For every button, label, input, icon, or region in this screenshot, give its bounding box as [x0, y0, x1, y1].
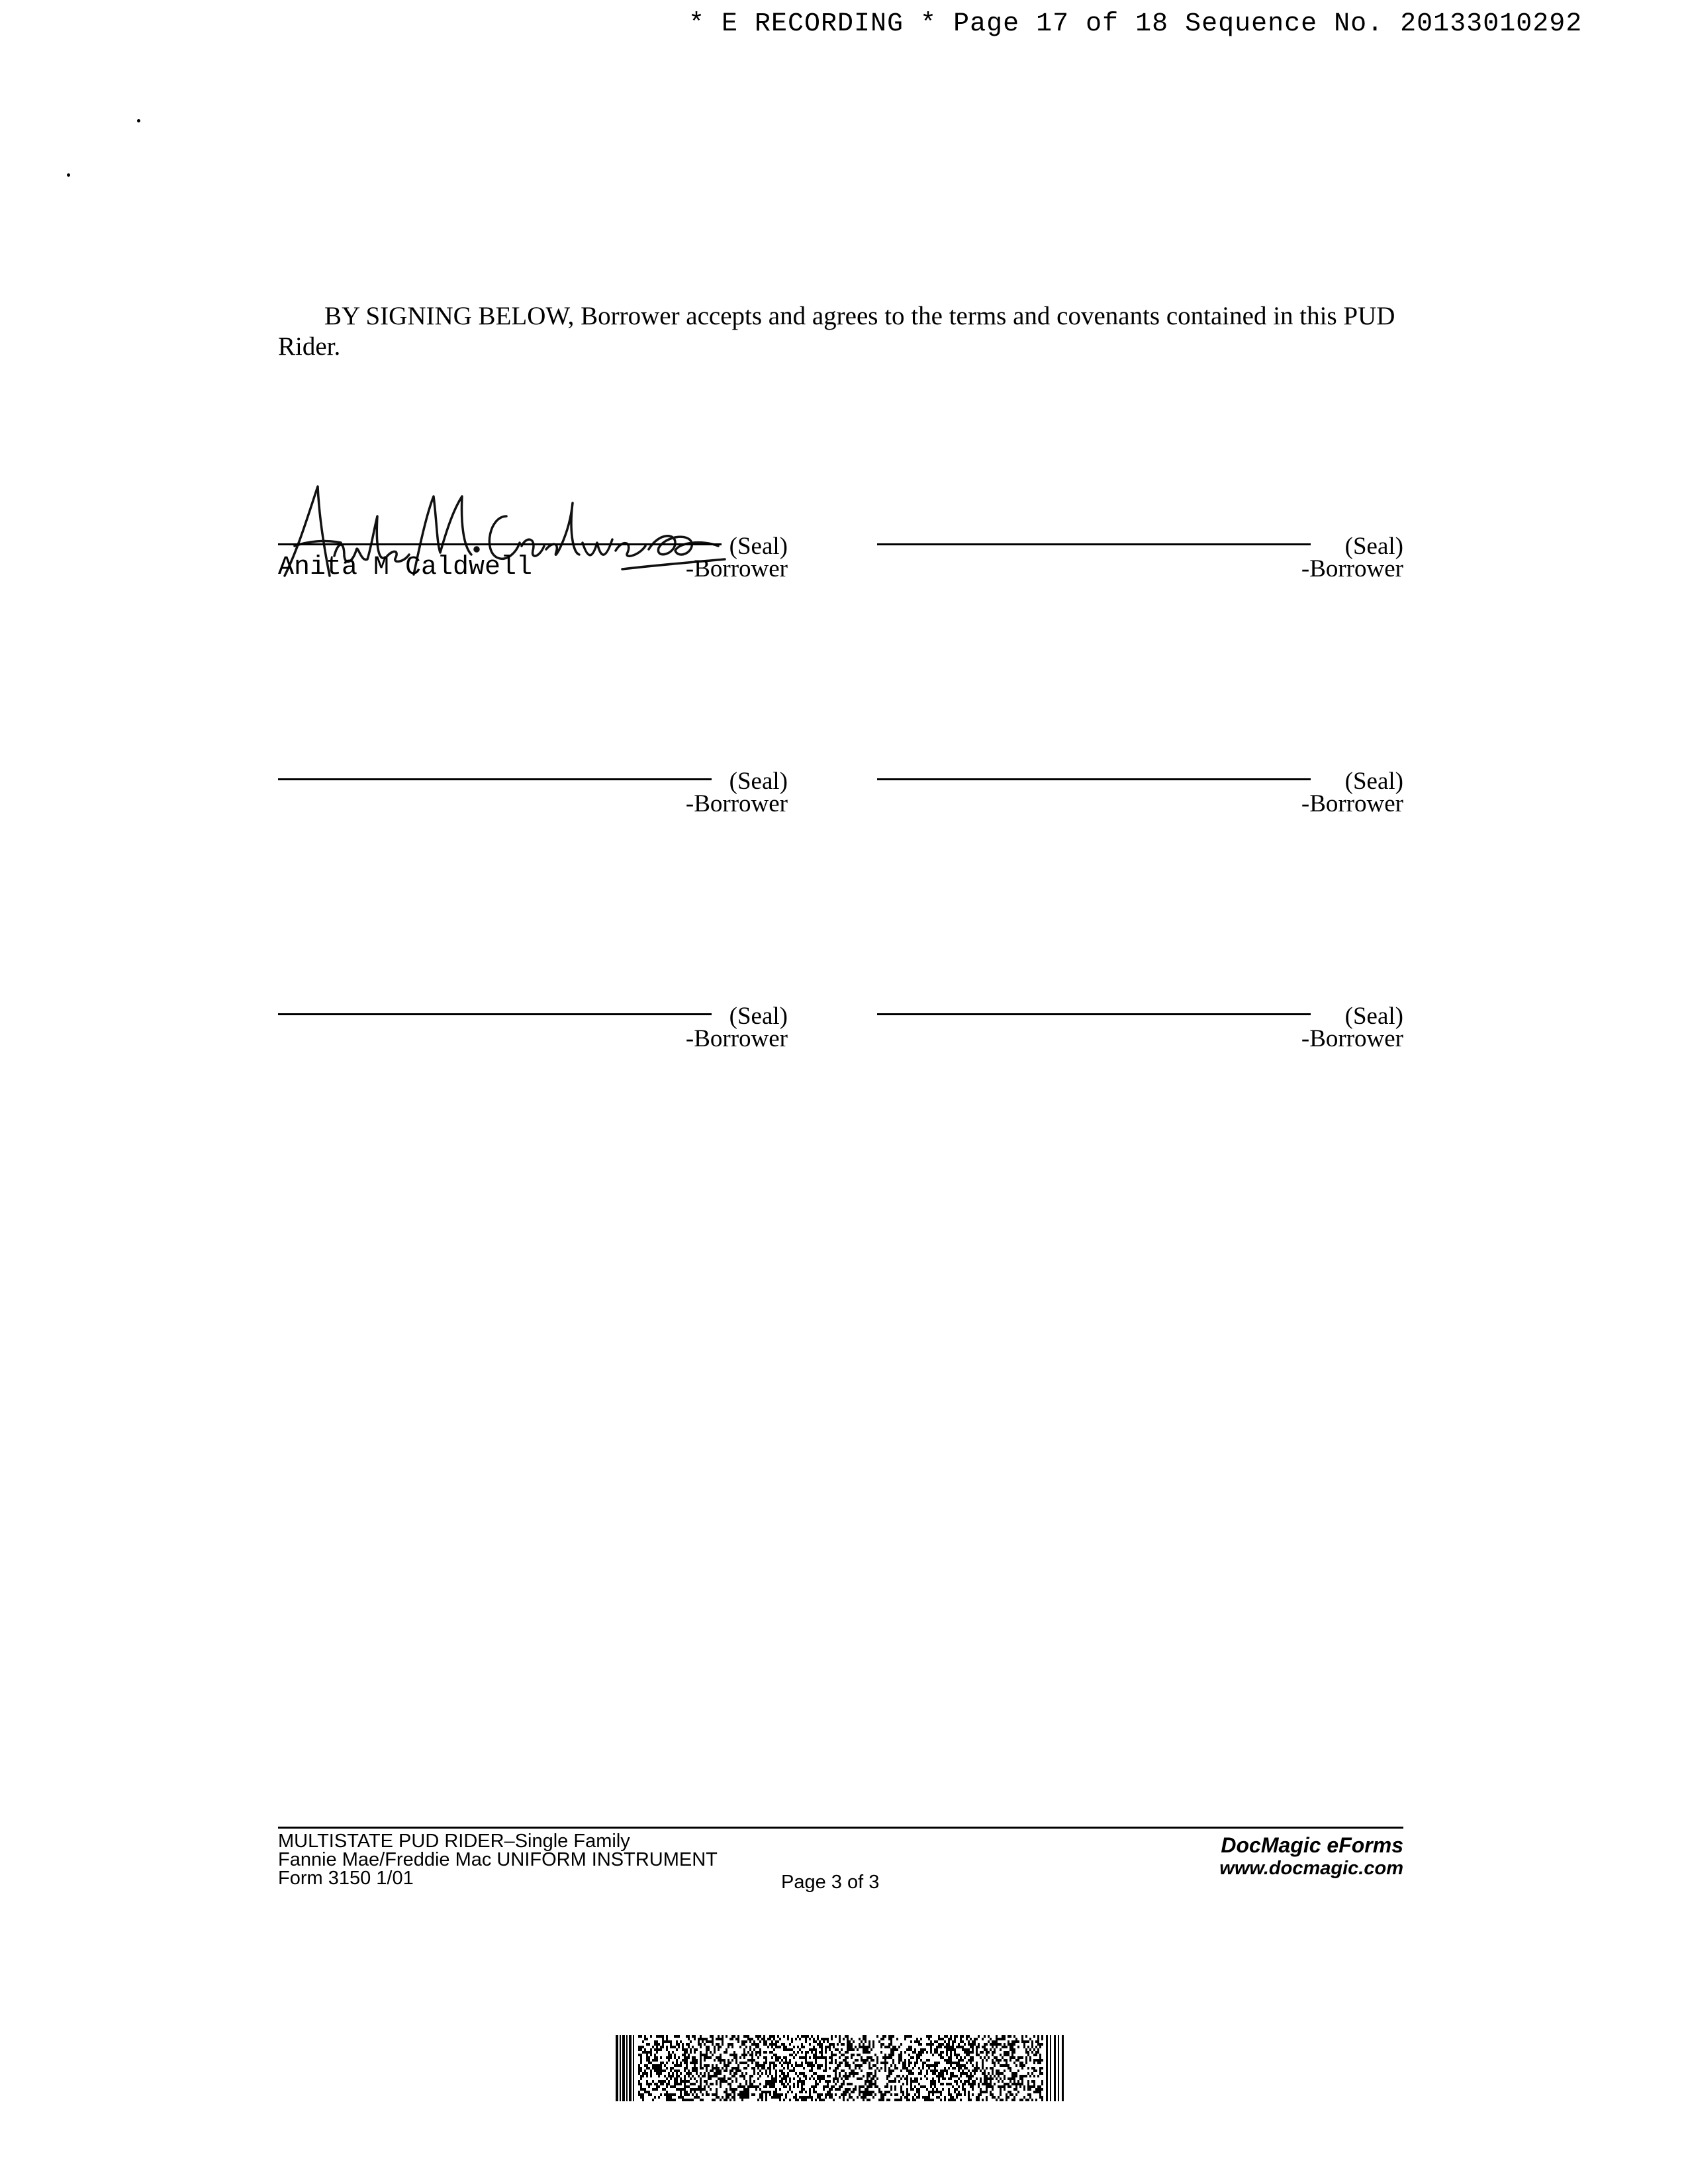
seal-label: (Seal): [729, 533, 788, 560]
form-identification: [278, 1832, 718, 1888]
borrower-label: -Borrower: [1301, 1025, 1403, 1052]
recording-stamp: * E RECORDING * Page 17 of 18 Sequence No. 20133010292: [688, 9, 1583, 39]
signature-block-1: [278, 516, 788, 589]
page-number: Page 3 of 3: [781, 1872, 880, 1893]
form-title: MULTISTATE PUD RIDER–Single Family: [278, 1831, 630, 1852]
seal-label: (Seal): [729, 768, 788, 795]
signature-line: [278, 543, 722, 545]
seal-label: (Seal): [1344, 1003, 1403, 1030]
form-number: Form 3150 1/01: [278, 1868, 414, 1889]
scan-speck: [137, 119, 140, 122]
signature-line: [877, 778, 1311, 780]
seal-label: (Seal): [1344, 768, 1403, 795]
signature-block-2: [877, 516, 1403, 589]
publisher-logo: DocMagic eForms: [1221, 1833, 1403, 1857]
seal-label: (Seal): [729, 1003, 788, 1030]
scan-speck: [67, 173, 70, 177]
borrower-label: -Borrower: [685, 555, 788, 582]
signature-block-6: [877, 986, 1403, 1059]
instrument-name: Fannie Mae/Freddie Mac UNIFORM INSTRUMENT: [278, 1849, 718, 1870]
signature-line: [278, 1013, 712, 1015]
borrower-label: -Borrower: [1301, 790, 1403, 817]
signature-block-3: [278, 751, 788, 824]
footer-rule: [278, 1827, 1403, 1829]
borrower-label: -Borrower: [1301, 555, 1403, 582]
barcode: [616, 2035, 1066, 2101]
signature-line: [278, 778, 712, 780]
signature-block-4: [877, 751, 1403, 824]
borrower-label: -Borrower: [685, 1025, 788, 1052]
signature-line: [877, 543, 1311, 545]
signature-line: [877, 1013, 1311, 1015]
publisher-website: www.docmagic.com: [1219, 1858, 1403, 1879]
borrower-printed-name: Anita M Caldwell: [278, 553, 533, 582]
borrower-label: -Borrower: [685, 790, 788, 817]
signature-block-5: [278, 986, 788, 1059]
signing-statement: BY SIGNING BELOW, Borrower accepts and agrees to the terms and covenants contained in this PUD Rider.: [278, 302, 1395, 361]
seal-label: (Seal): [1344, 533, 1403, 560]
publisher: [1219, 1833, 1403, 1880]
